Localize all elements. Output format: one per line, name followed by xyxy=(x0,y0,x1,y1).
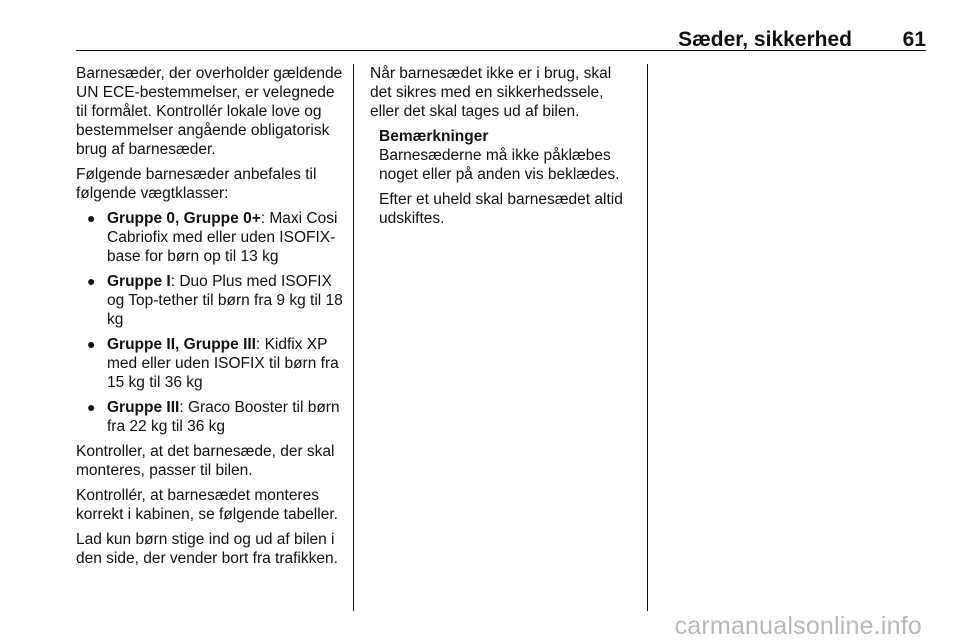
bullet-icon: ● xyxy=(87,336,96,352)
seat-group-list xyxy=(76,209,346,436)
page-header xyxy=(76,28,926,52)
bullet-icon: ● xyxy=(87,399,96,415)
storage-paragraph: Når barnesædet ikke er i brug, skal det sikres med en sikkerhedssele, eller det skal tages ud af bilen. xyxy=(370,65,612,120)
fit-check-paragraph: Kontroller, at det barnesæde, der skal monteres, passer til bilen. xyxy=(76,443,335,479)
list-item-term: Gruppe II, Gruppe III xyxy=(107,336,256,353)
bullet-icon: ● xyxy=(87,273,96,289)
list-item-term: Gruppe I xyxy=(107,273,171,290)
middle-column xyxy=(370,64,635,234)
list-item-text: : Duo Plus med ISOFIX og Top-tether til børn fra 9 kg til 18 kg xyxy=(107,273,343,328)
list-item xyxy=(76,272,346,329)
page-number: 61 xyxy=(902,28,926,51)
list-item xyxy=(76,398,346,436)
note-title: Bemærkninger xyxy=(379,128,489,145)
header-rule xyxy=(76,50,926,51)
section-title: Sæder, sikkerhed xyxy=(678,28,852,51)
note-box xyxy=(370,127,635,228)
watermark: carmanualsonline.info xyxy=(674,612,922,640)
column-divider xyxy=(647,64,648,611)
list-item xyxy=(76,209,346,266)
list-item-term: Gruppe 0, Gruppe 0+ xyxy=(107,210,261,227)
left-column xyxy=(76,64,346,574)
list-item-text: : Graco Booster til børn fra 22 kg til 36 kg xyxy=(107,399,340,435)
note-paragraph: Efter et uheld skal barnesædet altid udskiftes. xyxy=(379,191,623,227)
list-item-text: : Kidfix XP med eller uden ISOFIX til børn fra 15 kg til 36 kg xyxy=(107,336,339,391)
entry-paragraph: Lad kun børn stige ind og ud af bilen i den side, der vender bort fra trafikken. xyxy=(76,531,338,567)
bullet-icon: ● xyxy=(87,210,96,226)
mounting-paragraph: Kontrollér, at barnesædet monteres korrekt i kabinen, se følgende tabeller. xyxy=(76,487,338,523)
note-paragraph: Barnesæderne må ikke påklæbes noget eller på anden vis beklædes. xyxy=(379,147,620,183)
list-item-text: : Maxi Cosi Cabriofix med eller uden ISOFIX-base for børn op til 13 kg xyxy=(107,210,338,265)
recommendation-paragraph: Følgende barnesæder anbefales til følgende vægtklasser: xyxy=(76,166,317,202)
list-item-term: Gruppe III xyxy=(107,399,180,416)
intro-paragraph: Barnesæder, der overholder gældende UN ECE-bestemmelser, er velegnede til formålet. Kontrollér lokale love og bestemmelser angående obligatorisk brug af barnesæder. xyxy=(76,65,343,158)
list-item xyxy=(76,335,346,392)
column-divider xyxy=(353,64,354,611)
